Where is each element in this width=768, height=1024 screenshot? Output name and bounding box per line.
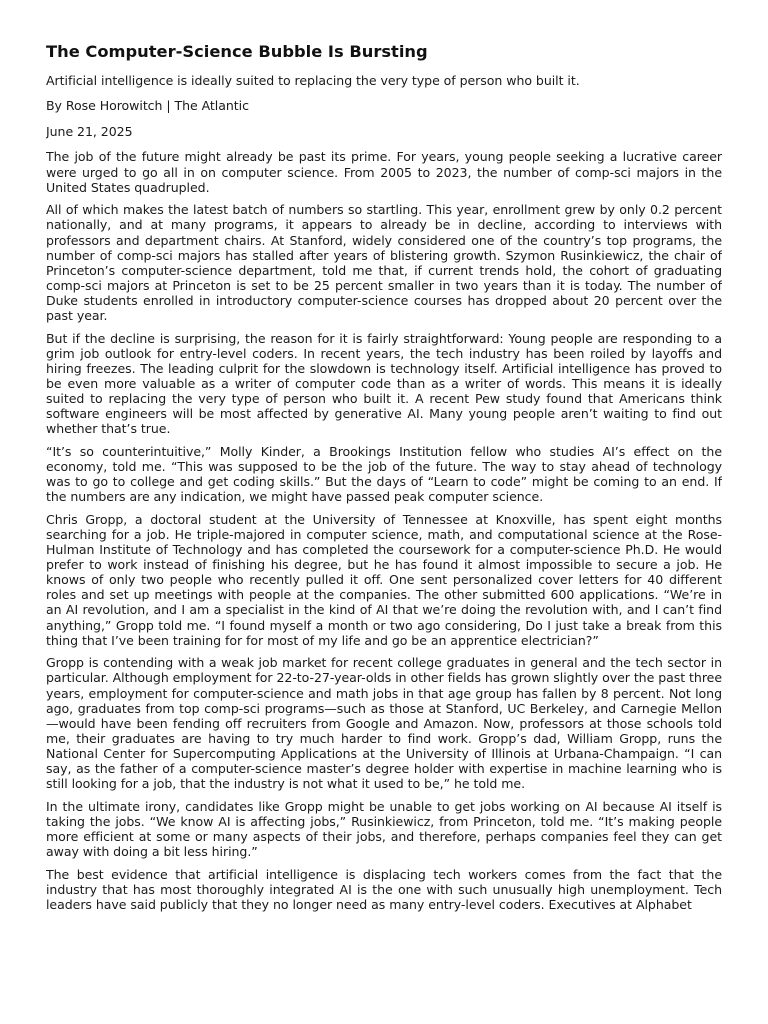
article-page xyxy=(46,40,722,1024)
article-paragraph: The job of the future might already be past its prime. For years, young people seeking a lucrative career were urged to go all in on computer science. From 2005 to 2023, the number of comp-sci majors in the United States quadrupled. xyxy=(46,149,722,195)
article-paragraph: All of which makes the latest batch of numbers so startling. This year, enrollment grew by only 0.2 percent nationally, and at many programs, it appears to already be in decline, according to interviews with professors and department chairs. At Stanford, widely considered one of the country’s top programs, the number of comp-sci majors has stalled after years of blistering growth. Szymon Rusinkiewicz, the chair of Princeton’s computer-science department, told me that, if current trends hold, the cohort of graduating comp-sci majors at Princeton is set to be 25 percent smaller in two years than it is today. The number of Duke students enrolled in introductory computer-science courses has dropped about 20 percent over the past year. xyxy=(46,202,722,323)
article-paragraph: The best evidence that artificial intelligence is displacing tech workers comes from the fact that the industry that has most thoroughly integrated AI is the one with such unusually high unemployment. Tech leaders have said publicly that they no longer need as many entry-level coders. Executives at Alphabet xyxy=(46,866,722,912)
article-paragraph: Chris Gropp, a doctoral student at the University of Tennessee at Knoxville, has spent eight months searching for a job. He triple-majored in computer science, math, and computational science at the Rose-Hulman Institute of Technology and has completed the coursework for a computer-science Ph.D. He would prefer to work instead of finishing his degree, but he has found it almost impossible to secure a job. He knows of only two people who recently pulled it off. One sent personalized cover letters for 40 different roles and set up meetings with people at the companies. The other submitted 600 applications. “We’re in an AI revolution, and I am a specialist in the kind of AI that we’re doing the revolution with, and I can’t find anything,” Gropp told me. “I found myself a month or two ago considering, Do I just take a break from this thing that I’ve been training for for most of my life and go be an apprentice electrician?” xyxy=(46,511,722,648)
article-paragraph: But if the decline is surprising, the reason for it is fairly straightforward: Young people are responding to a grim job outlook for entry-level coders. In recent years, the tech industry has been roiled by layoffs and hiring freezes. The leading culprit for the slowdown is technology itself. Artificial intelligence has proved to be even more valuable as a writer of computer code than as a writer of words. This means it is ideally suited to replacing the very type of person who built it. A recent Pew study found that Americans think software engineers will be most affected by generative AI. Many young people aren’t waiting to find out whether that’s true. xyxy=(46,330,722,437)
article-paragraph: “It’s so counterintuitive,” Molly Kinder, a Brookings Institution fellow who studies AI’s effect on the economy, told me. “This was supposed to be the job of the future. The way to stay ahead of technology was to go to college and get coding skills.” But the days of “Learn to code” might be coming to an end. If the numbers are any indication, we might have passed peak computer science. xyxy=(46,443,722,505)
article-subtitle: Artificial intelligence is ideally suited to replacing the very type of person who built it. xyxy=(46,73,580,88)
article-title: The Computer-Science Bubble Is Bursting xyxy=(46,42,428,61)
article-paragraph: Gropp is contending with a weak job market for recent college graduates in general and the tech sector in particular. Although employment for 22-to-27-year-olds in other fields has grown slightly over the past three years, employment for computer-science and math jobs in that age group has fallen by 8 percent. Not long ago, graduates from top comp-sci programs—such as those at Stanford, UC Berkeley, and Carnegie Mellon—would have been fending off recruiters from Google and Amazon. Now, professors at those schools told me, their graduates are having to try much harder to find work. Gropp’s dad, William Gropp, runs the National Center for Supercomputing Applications at the University of Illinois at Urbana-Champaign. “I can say, as the father of a computer-science master’s degree holder with expertise in machine learning who is still looking for a job, that the industry is not what it used to be,” he told me. xyxy=(46,655,722,792)
article-date: June 21, 2025 xyxy=(46,123,133,139)
article-paragraph: In the ultimate irony, candidates like Gropp might be unable to get jobs working on AI because AI itself is taking the jobs. “We know AI is affecting jobs,” Rusinkiewicz, from Princeton, told me. “It’s making people more efficient at some or many aspects of their jobs, and therefore, perhaps companies feel they can get away with doing a bit less hiring.” xyxy=(46,798,722,860)
article-byline: By Rose Horowitch | The Atlantic xyxy=(46,98,249,114)
